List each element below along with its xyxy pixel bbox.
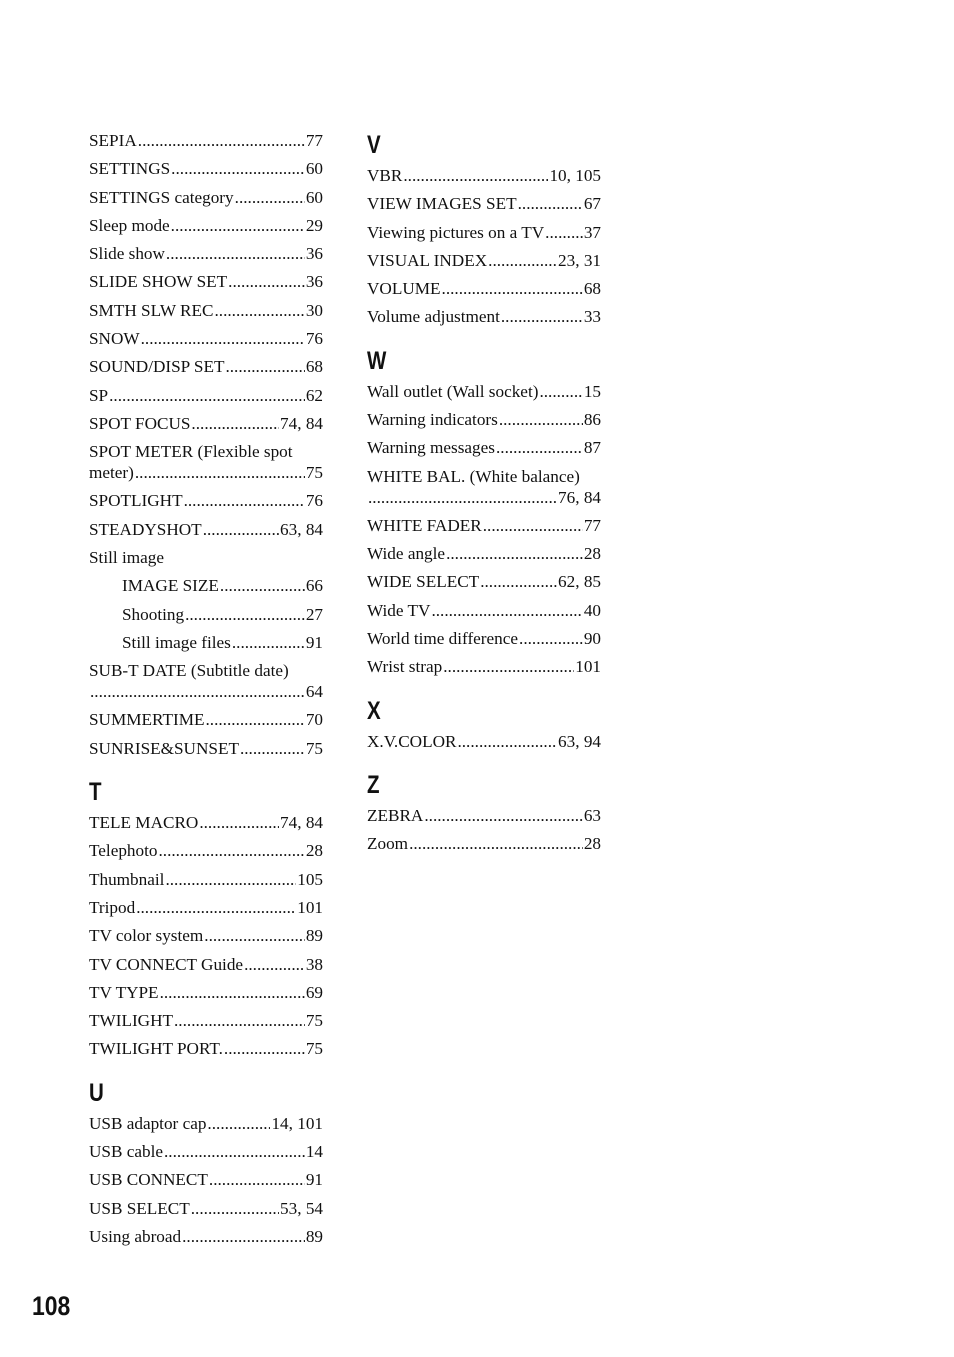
index-term: Using abroad [89,1226,182,1246]
index-term: SLIDE SHOW SET [89,272,228,292]
index-term: SPOT METER (Flexible spot [89,442,293,462]
index-entry-line [89,462,323,483]
index-entry-tv-color-system [89,925,323,953]
index-term: STEADYSHOT [89,519,202,539]
index-entry-tv-type [89,982,323,1010]
index-entry-view-images-set [367,193,601,221]
index-entry-smth-slw-rec [89,300,323,328]
index-term: SUMMERTIME [89,710,205,730]
page-reference: 28 [583,544,601,564]
index-entry-twilight-port [89,1038,323,1066]
page-reference: 64 [305,682,323,702]
page-reference: 53, 54 [280,1198,323,1218]
page-reference: 90 [583,629,601,649]
index-entry-warning-indicators [367,409,601,437]
index-term: SNOW [89,329,140,349]
dot-leader [158,840,304,861]
page-reference: 75 [305,738,323,758]
dot-leader [446,543,583,564]
dot-leader [519,628,583,649]
page-reference: 60 [305,159,323,179]
index-term: Zoom [367,834,409,854]
page-reference: 75 [305,1011,323,1031]
page-reference: 29 [305,215,323,235]
index-entry-sound-disp-set [89,356,323,384]
page-reference: 101 [297,897,323,917]
page-reference: 38 [305,954,323,974]
page-reference: 40 [583,600,601,620]
index-term: World time difference [367,629,519,649]
dot-leader [166,243,305,264]
index-entry-white-bal-white-balance [367,466,601,515]
dot-leader [403,165,548,186]
dot-leader [135,462,305,483]
index-term: Wrist strap [367,657,443,677]
index-entry-tripod [89,897,323,925]
index-entry-twilight [89,1010,323,1038]
section-heading-u: U [89,1078,104,1107]
index-entry-viewing-pictures-on-a-tv [367,222,601,250]
section-heading-v: V [367,131,381,159]
index-term: Telephoto [89,841,158,861]
dot-leader [224,1038,305,1059]
dot-leader [207,1113,270,1134]
index-entry-zebra [367,805,601,833]
dot-leader [443,656,574,677]
index-term: Viewing pictures on a TV [367,222,545,242]
dot-leader [203,519,279,540]
index-term: WHITE FADER [367,515,482,535]
page-reference: 62 [305,385,323,405]
dot-leader [220,575,305,596]
index-entry-wide-angle [367,543,601,571]
index-term: Shooting [122,604,185,624]
index-entry-tv-connect-guide [89,954,323,982]
index-entry-usb-adaptor-cap [89,1113,323,1141]
index-column-right [367,130,601,862]
index-term: Sleep mode [89,215,170,235]
dot-leader [205,709,304,730]
page-reference: 37 [583,222,601,242]
index-term: X.V.COLOR [367,731,457,751]
index-entry-thumbnail [89,869,323,897]
page-reference: 105 [297,869,323,889]
page-reference: 75 [305,1039,323,1059]
index-entry-sp [89,385,323,413]
page-reference: 28 [583,834,601,854]
index-entry-settings [89,158,323,186]
dot-leader [457,731,557,752]
index-entry-sunrise-sunset [89,738,323,766]
dot-leader [171,215,305,236]
index-entry-volume [367,278,601,306]
index-entry-wide-select [367,571,601,599]
index-term: Wide angle [367,544,446,564]
index-term: TV color system [89,926,204,946]
index-term: VISUAL INDEX [367,250,488,270]
dot-leader [209,1169,305,1190]
index-entry-line [367,487,601,508]
page-reference: 15 [583,381,601,401]
dot-leader [109,385,305,406]
page-reference: 67 [583,194,601,214]
dot-leader [165,869,296,890]
index-entry-usb-cable [89,1141,323,1169]
page-reference: 28 [305,841,323,861]
index-term: TV TYPE [89,982,159,1002]
page-reference: 27 [305,604,323,624]
dot-leader [214,300,304,321]
dot-leader [240,738,305,759]
dot-leader [141,328,305,349]
index-entry-steadyshot [89,519,323,547]
page-reference: 101 [575,657,601,677]
index-entry-slide-show [89,243,323,271]
index-term: SEPIA [89,131,137,150]
index-entry-volume-adjustment [367,306,601,334]
index-term: Slide show [89,244,165,264]
index-entry-sepia [89,130,323,158]
dot-leader [442,278,583,299]
index-term: TWILIGHT [89,1011,173,1031]
dot-leader [199,812,279,833]
index-entry-tele-macro [89,812,323,840]
index-entry-sub-t-date-subtitle-date [89,660,323,709]
dot-leader [232,632,305,653]
dot-leader [191,1198,279,1219]
index-entry-visual-index [367,250,601,278]
index-subentry-shooting [89,604,323,632]
index-term: SMTH SLW REC [89,300,214,320]
dot-leader [518,193,583,214]
index-entry-summertime [89,709,323,737]
page-reference: 30 [305,300,323,320]
dot-leader [160,982,305,1003]
section-heading-w: W [367,346,387,375]
dot-leader [225,356,304,377]
index-term: Tripod [89,897,136,917]
index-term: VIEW IMAGES SET [367,194,517,214]
index-term: Warning indicators [367,410,498,430]
index-entry-spotlight [89,490,323,518]
page-reference: 76, 84 [558,487,601,507]
index-term: Warning messages [367,438,495,458]
index-term: SUB-T DATE (Subtitle date) [89,661,289,681]
index-term: WHITE BAL. (White balance) [367,466,580,486]
dot-leader [244,954,305,975]
page-reference: 69 [305,982,323,1002]
index-entry-using-abroad [89,1226,323,1254]
index-term: Wall outlet (Wall socket) [367,381,539,401]
dot-leader [235,187,305,208]
index-term: SPOT FOCUS [89,413,191,433]
page-reference: 33 [583,307,601,327]
dot-leader [164,1141,305,1162]
index-term: SETTINGS category [89,187,234,207]
index-column-left [89,130,323,1254]
index-term: USB adaptor cap [89,1113,207,1133]
page-reference: 87 [583,438,601,458]
index-entry-snow [89,328,323,356]
dot-leader [545,222,583,243]
page-reference: 66 [305,576,323,596]
index-entry-spot-focus [89,413,323,441]
index-entry-x-v-color [367,731,601,759]
index-term: TELE MACRO [89,813,199,833]
dot-leader [184,490,305,511]
index-term: SPOTLIGHT [89,491,183,511]
index-entry-slide-show-set [89,271,323,299]
page-reference: 91 [305,1170,323,1190]
index-term: TV CONNECT Guide [89,954,244,974]
index-term: IMAGE SIZE [122,576,219,596]
page-reference: 36 [305,244,323,264]
index-term: SOUND/DISP SET [89,357,225,377]
index-entry-warning-messages [367,437,601,465]
page-reference: 89 [305,926,323,946]
page-reference: 68 [583,279,601,299]
index-entry-spot-meter-flexible-spot [89,441,323,490]
page-reference: 10, 105 [549,166,601,185]
section-heading-x: X [367,696,381,725]
section-heading-z: Z [367,770,380,799]
dot-leader [90,681,305,702]
page-reference: 68 [305,357,323,377]
dot-leader [499,409,583,430]
index-term: Still image files [122,632,231,652]
page-reference: 74, 84 [280,813,323,833]
dot-leader [424,805,582,826]
index-entry-usb-connect [89,1169,323,1197]
page-reference: 76 [305,329,323,349]
index-entry-vbr [367,165,601,193]
page-reference: 74, 84 [280,413,323,433]
page-reference: 89 [305,1226,323,1246]
page-reference: 36 [305,272,323,292]
index-term: SETTINGS [89,159,171,179]
index-entry-wide-tv [367,600,601,628]
dot-leader [539,381,582,402]
dot-leader [191,413,279,434]
page-reference: 60 [305,187,323,207]
index-entry-wrist-strap [367,656,601,684]
index-term: USB SELECT [89,1198,190,1218]
dot-leader [174,1010,305,1031]
dot-leader [501,306,583,327]
page-number: 108 [32,1291,71,1321]
index-entry-wall-outlet-wall-socket [367,381,601,409]
index-term: Thumbnail [89,869,165,889]
index-entry-settings-category [89,187,323,215]
page-reference: 76 [305,491,323,511]
index-subentry-image-size [89,575,323,603]
page-reference: 62, 85 [558,572,601,592]
index-subentry-still-image-files [89,632,323,660]
index-entry-zoom [367,833,601,861]
page-reference: 75 [305,463,323,483]
index-term: TWILIGHT PORT. [89,1039,223,1059]
index-entry-line [89,681,323,702]
index-entry-still-image: Still image [89,548,164,568]
index-term: meter) [89,463,134,483]
dot-leader [488,250,557,271]
index-term: WIDE SELECT [367,572,480,592]
dot-leader [496,437,583,458]
page-reference: 86 [583,410,601,430]
page-reference: 23, 31 [558,250,601,270]
index-term: SUNRISE&SUNSET [89,738,239,758]
dot-leader [368,487,557,508]
page-reference: 63, 94 [558,731,601,751]
dot-leader [204,925,305,946]
page-reference: 91 [305,632,323,652]
index-term: USB cable [89,1141,163,1161]
dot-leader [480,571,557,592]
index-term: SP [89,385,109,405]
page-reference: 70 [305,710,323,730]
dot-leader [228,271,305,292]
page-reference: 63, 84 [280,519,323,539]
index-entry-sleep-mode [89,215,323,243]
index-entry-world-time-difference [367,628,601,656]
index-term: VBR [367,166,403,185]
dot-leader [171,158,305,179]
index-term: Volume adjustment [367,307,500,327]
section-heading-t: T [89,778,102,807]
index-term: USB CONNECT [89,1170,208,1190]
index-entry-usb-select [89,1198,323,1226]
page-reference: 77 [583,515,601,535]
dot-leader [431,600,582,621]
dot-leader [136,897,296,918]
index-entry-white-fader [367,515,601,543]
dot-leader [138,130,305,151]
index-term: VOLUME [367,279,441,299]
index-term: ZEBRA [367,805,424,825]
page-reference: 14, 101 [271,1113,323,1133]
index-term: Wide TV [367,600,431,620]
page-reference: 63 [583,805,601,825]
index-entry-telephoto [89,840,323,868]
page-reference: 14 [305,1141,323,1161]
page-reference: 77 [305,131,323,150]
dot-leader [182,1226,305,1247]
dot-leader [483,515,583,536]
dot-leader [185,604,305,625]
dot-leader [409,833,583,854]
